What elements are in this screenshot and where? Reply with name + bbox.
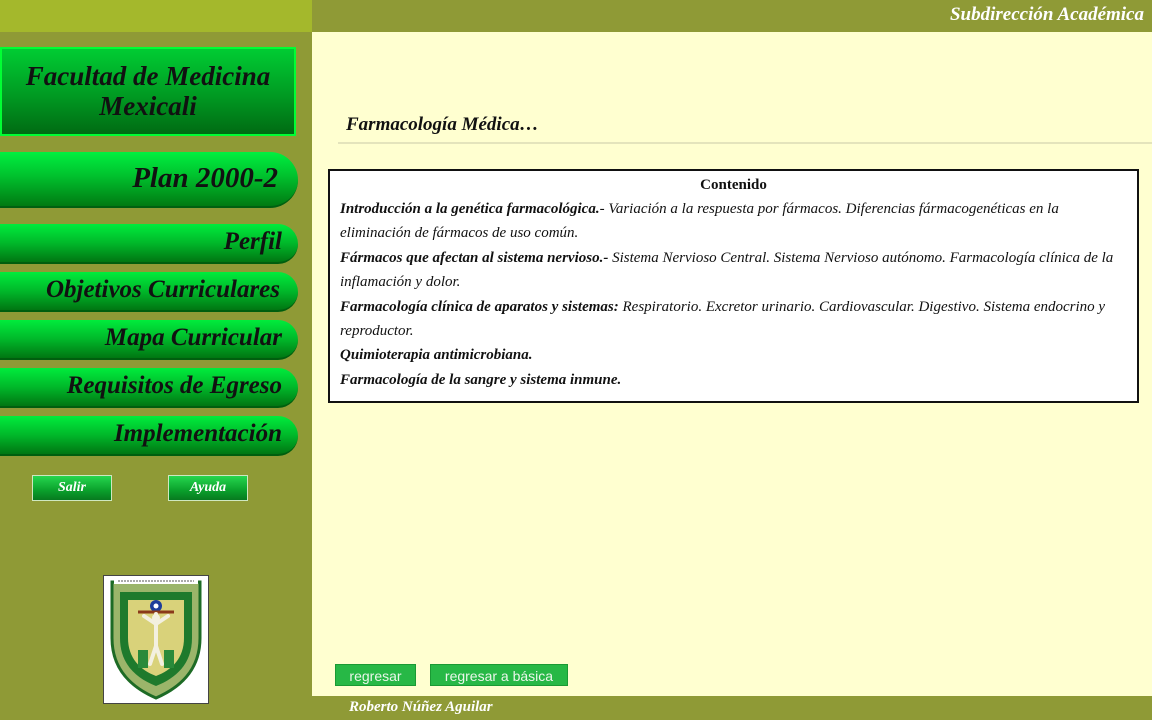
faculty-name: Facultad de Medicina — [25, 61, 271, 91]
header-bar — [312, 0, 1152, 32]
header-subtitle: Subdirección Académica — [949, 4, 1144, 25]
content-item-title: Farmacología de la sangre y sistema inmune. — [340, 371, 622, 388]
content-item-text: Sistema Nervioso Central. Sistema Nervioso autónomo. Farmacología clínica de la inflamación y dolor. — [340, 249, 1114, 291]
content-item-text: - Variación a la respuesta por fármacos. Diferencias fármacogenéticas en la eliminación de fármacos de uso común. — [340, 201, 1059, 242]
university-seal-icon — [103, 575, 209, 704]
page-title: Farmacología Médica… — [346, 114, 539, 135]
menu-item-perfil[interactable] — [0, 224, 298, 264]
faculty-city: Mexicali — [99, 91, 197, 121]
content-item-title: Fármacos que afectan al sistema nervioso.- — [340, 249, 609, 266]
plan-button[interactable] — [0, 152, 298, 208]
menu-item-label: Implementación — [113, 420, 282, 447]
content-item-title: Quimioterapia antimicrobiana. — [340, 347, 533, 364]
menu-item-label: Requisitos de Egreso — [66, 372, 282, 399]
content-item-text: Respiratorio. Excretor urinario. Cardiovascular. Digestivo. Sistema endocrino y reproductor. — [340, 298, 1106, 340]
exit-button[interactable]: Salir — [32, 475, 112, 501]
menu-item-label: Perfil — [223, 228, 282, 255]
top-accent-bar — [0, 0, 312, 32]
content-item — [340, 368, 1127, 392]
menu-item-mapa[interactable] — [0, 320, 298, 360]
content-item — [340, 197, 1127, 246]
plan-label: Plan 2000-2 — [132, 162, 278, 194]
menu-item-label: Objetivos Curriculares — [45, 276, 280, 303]
menu-item-label: Mapa Curricular — [104, 324, 282, 351]
menu-item-requisitos[interactable] — [0, 368, 298, 408]
content-item — [340, 246, 1127, 295]
content-item-title: Introducción a la genética farmacológica. — [340, 201, 600, 217]
help-button[interactable]: Ayuda — [168, 475, 248, 501]
content-item — [340, 343, 1127, 367]
footer-bar — [312, 696, 1152, 720]
content-item — [340, 295, 1127, 344]
author-name: Roberto Núñez Aguilar — [349, 699, 493, 715]
faculty-banner[interactable] — [0, 47, 296, 136]
content-box — [328, 169, 1139, 403]
back-to-basic-button[interactable]: regresar a básica — [430, 664, 568, 686]
content-item-title: Farmacología clínica de aparatos y sistemas: — [340, 298, 619, 315]
menu-item-objetivos[interactable] — [0, 272, 298, 312]
menu-item-implementacion[interactable] — [0, 416, 298, 456]
content-heading: Contenido — [700, 177, 767, 193]
back-button[interactable]: regresar — [335, 664, 416, 686]
title-divider — [338, 142, 1152, 144]
